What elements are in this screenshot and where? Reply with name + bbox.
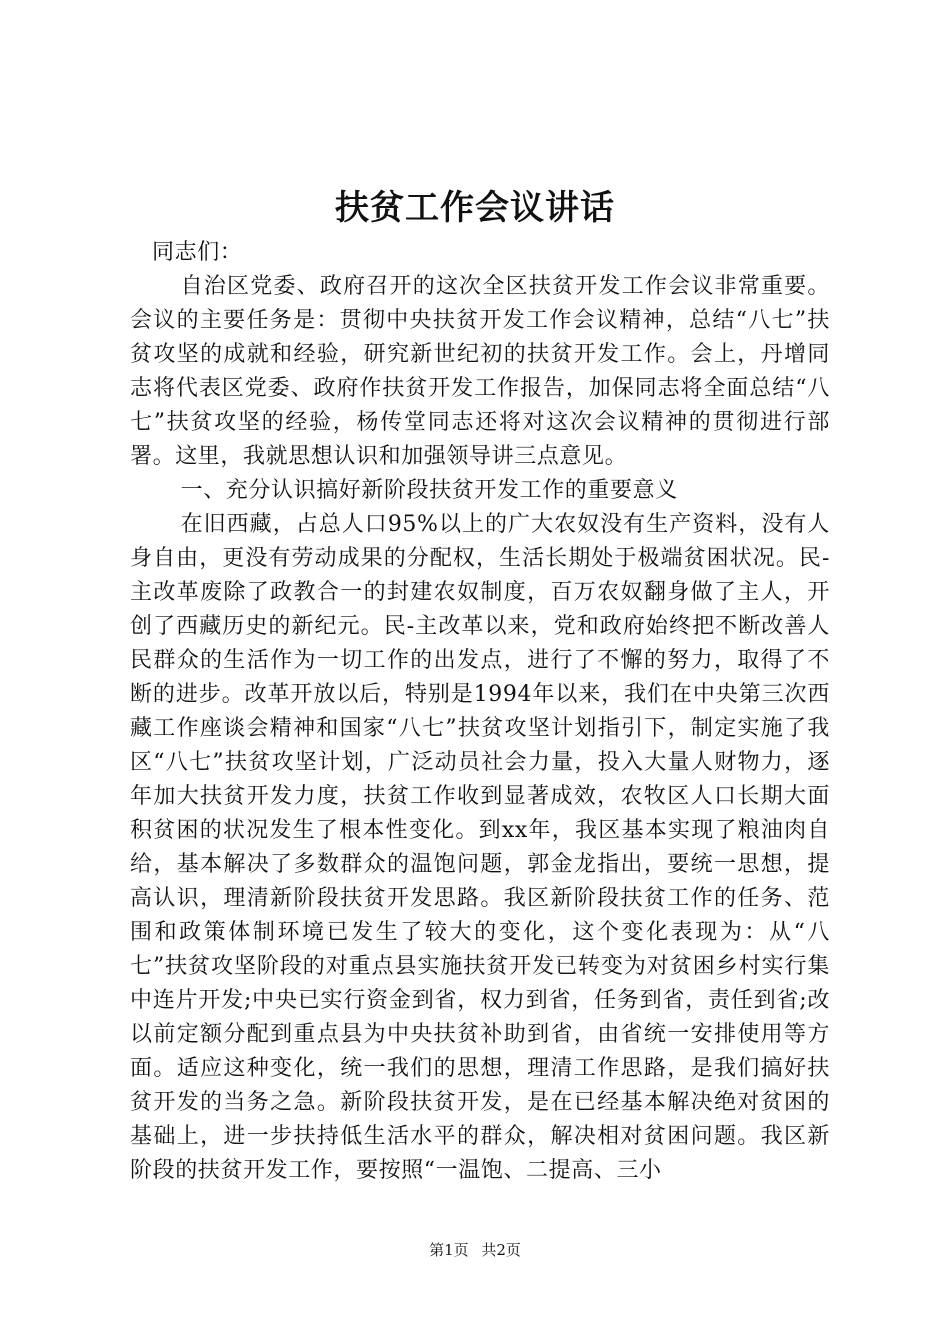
- paragraph-intro: 自治区党委、政府召开的这次全区扶贫开发工作会议非常重要。会议的主要任务是：贯彻中央扶贫开发工作会议精神，总结“八七”扶贫攻坚的成就和经验，研究新世纪初的扶贫开发工作。会上，丹增同志将代表区党委、政府作扶贫开发工作报告，加保同志将全面总结“八七”扶贫攻坚的经验，杨传堂同志还将对这次会议精神的贯彻进行部署。这里，我就思想认识和加强领导讲三点意见。: [130, 274, 830, 469]
- page-number-current: 第1页: [429, 1241, 469, 1259]
- document-title: 扶贫工作会议讲话: [335, 188, 615, 228]
- page-number-total: 共2页: [481, 1241, 521, 1259]
- section-heading-1: 一、充分认识搞好新阶段扶贫开发工作的重要意义: [180, 478, 678, 503]
- paragraph-history: 在旧西藏，占总人口95%以上的广大农奴没有生产资料，没有人身自由，更没有劳动成果的分配权，生活长期处于极端贫困状况。民-主改革废除了政教合一的封建农奴制度，百万农奴翻身做了主人，开创了西藏历史的新纪元。民-主改革以来，党和政府始终把不断改善人民群众的生活作为一切工作的出发点，进行了不懈的努力，取得了不断的进步。改革开放以后，特别是1994年以来，我们在中央第三次西藏工作座谈会精神和国家“八七”扶贫攻坚计划指引下，制定实施了我区“八七”扶贫攻坚计划，广泛动员社会力量，投入大量人财物力，逐年加大扶贫开发力度，扶贫工作收到显著成效，农牧区人口长期大面积贫困的状况发生了根本性变化。到xx年，我区基本实现了粮油肉自给，基本解决了多数群众的温饱问题，郭金龙指出，要统一思想，提高认识，理清新阶段扶贫开发思路。我区新阶段扶贫工作的任务、范围和政策体制环境已发生了较大的变化，这个变化表现为：从“八七”扶贫攻坚阶段的对重点县实施扶贫开发已转变为对贫困乡村实行集中连片开发;中央已实行资金到省，权力到省，任务到省，责任到省;改以前定额分配到重点县为中央扶贫补助到省，由省统一安排使用等方面。适应这种变化，统一我们的思想，理清工作思路，是我们搞好扶贫开发的当务之急。新阶段扶贫开发，是在已经基本解决绝对贫困的基础上，进一步扶持低生活水平的群众，解决相对贫困问题。我区新阶段的扶贫开发工作，要按照“一温饱、二提高、三小: [130, 512, 830, 1183]
- page-footer: [0, 1240, 950, 1260]
- greeting-line: 同志们：: [152, 240, 243, 265]
- document-body: [130, 236, 830, 1188]
